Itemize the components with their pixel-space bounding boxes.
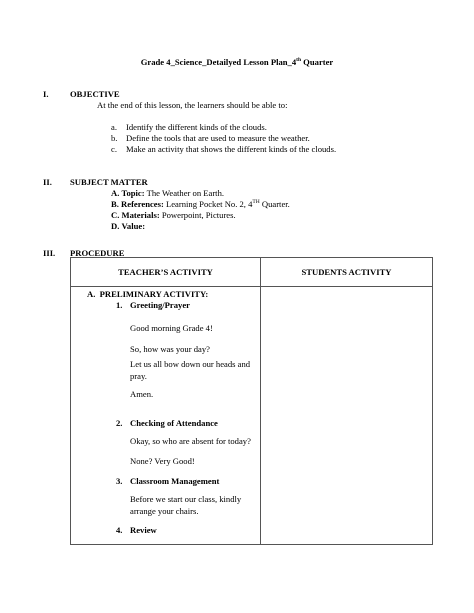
step-4-title: Review [130,525,157,535]
table-column-divider [260,258,261,544]
step-3-line: arrange your chairs. [130,506,199,516]
subject-item-topic-marker: A. [111,188,120,198]
objective-number: I. [43,89,49,99]
step-4-number: 4. [116,525,123,535]
step-2-line: Okay, so who are absent for today? [130,436,251,446]
subject-item-references-value: Learning Pocket No. 2, 4 [163,199,253,209]
subject-item-topic-value: The Weather on Earth. [144,188,225,198]
title-main: Grade 4_Science_Detailyed Lesson Plan_4 [140,57,297,67]
subject-item-references [111,199,290,210]
title-tail: Quarter [301,57,334,67]
subject-item-topic-label: Topic: [121,188,145,198]
subject-item-value-label: Value: [121,221,146,231]
title-superscript: th [296,57,302,64]
preliminary-activity-heading: A. PRELIMINARY ACTIVITY: [87,289,209,299]
document-title [0,57,474,68]
step-1-line: Good morning Grade 4! [130,323,213,333]
objective-item-b: Define the tools that are used to measure the weather. [126,133,310,143]
step-2-line: None? Very Good! [130,456,195,466]
objective-item-c: Make an activity that shows the different kinds of the clouds. [126,144,337,154]
step-2-number: 2. [116,418,123,428]
step-3-line: Before we start our class, kindly [130,494,242,504]
procedure-heading: PROCEDURE [70,248,125,258]
subject-heading: SUBJECT MATTER [70,177,148,187]
step-3-number: 3. [116,476,123,486]
step-1-line: So, how was your day? [130,344,210,354]
subject-item-references-marker: B. [111,199,119,209]
subject-item-materials-label: Materials: [121,210,160,220]
objective-item-b-marker: b. [111,133,118,143]
step-1-line: Let us all bow down our heads and [130,359,251,369]
step-2-title: Checking of Attendance [130,418,218,428]
objective-item-c-marker: c. [111,144,117,154]
subject-item-references-tail: Quarter. [259,199,290,209]
objective-intro: At the end of this lesson, the learners should be able to: [97,100,288,110]
subject-item-materials-marker: C. [111,210,120,220]
procedure-number: III. [43,248,56,258]
step-3-title: Classroom Management [130,476,220,486]
subject-item-materials-value: Powerpoint, Pictures. [159,210,236,220]
subject-item-materials [111,210,236,221]
step-1-line: pray. [130,371,147,381]
subject-item-references-sup: TH [252,199,260,206]
subject-item-topic [111,188,224,199]
subject-number: II. [43,177,52,187]
step-1-title: Greeting/Prayer [130,300,190,310]
procedure-table [70,257,433,545]
step-1-line: Amen. [130,389,154,399]
subject-item-references-label: References: [121,199,164,209]
objective-heading: OBJECTIVE [70,89,120,99]
subject-item-value-marker: D. [111,221,120,231]
objective-item-a-marker: a. [111,122,117,132]
teacher-activity-header: TEACHER’S ACTIVITY [118,267,213,277]
students-activity-header: STUDENTS ACTIVITY [301,267,392,277]
step-1-number: 1. [116,300,123,310]
subject-item-value [111,221,145,232]
objective-item-a: Identify the different kinds of the clouds. [126,122,267,132]
